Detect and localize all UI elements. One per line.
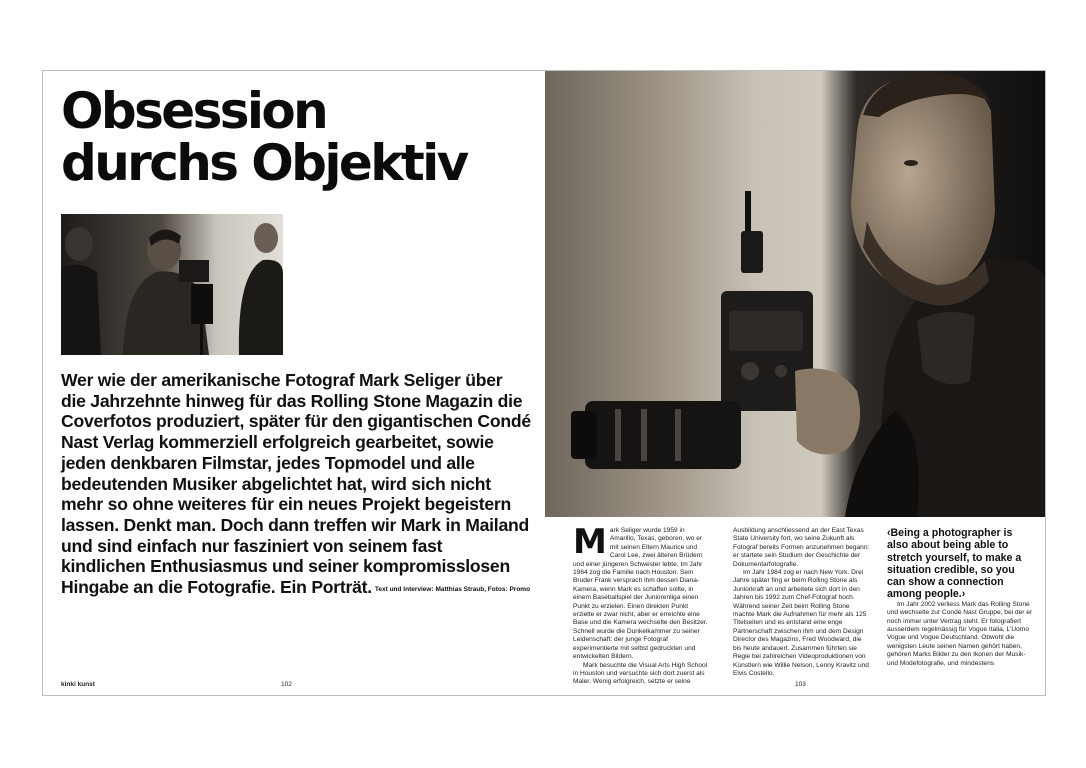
intro-text: Wer wie der amerikanische Fotograf Mark Seliger über die Jahrzehnte hinweg für das Rolling Stone Magazin die Coverfotos produziert, später für den gigantischen Condé Nast Verlag kommerziell erfolgreich gearbeitet, sowie jeden denkbaren Filmstar, jedes Topmodel und alle bedeutenden Musiker abgelichtet hat, wird sich nicht mehr so ohne weiteres für ein neues Projekt begeistern lassen. Denkt man. Doch dann treffen wir Mark in Mailand und sind einfach nur fasziniert von seinem fast kindlichen Enthusiasmus und seiner kompromisslosen Hingabe an die Fotografie. Ein Porträt. [61, 370, 531, 598]
drop-cap: M [573, 522, 607, 562]
portrait-photo-image [545, 71, 1046, 517]
magazine-name: kinki kunst [61, 681, 95, 688]
article-paragraph: Mark besuchte die Visual Arts High School in Houston und versuchte sich dort zuerst als Maler. Wenig erfolgreich, setzte er seine [573, 661, 708, 686]
article-column-1 [573, 522, 711, 687]
article-paragraph: Im Jahr 1984 zog er nach New York. Drei Jahre später fing er beim Rolling Stone als Juniorkraft an und arbeitete sich dort in den Jahren bis 1992 zum Chef-Fotograf hoch. Während seiner Zeit beim Rolling Stone machte Mark die Aufnahmen für mehr als 125 Titelseiten und es entstand eine enge Partnerschaft zwischen ihm und dem Design Director des Magazins, Fred Woodward, die bis heute andauert. Zusammen führten sie Regie bei zahlreichen Videoproduktionen von Künstlern wie Willie Nelson, Lenny Kravitz und Elvis Costello. [733, 569, 869, 677]
article-column-2 [733, 527, 871, 678]
pull-quote: ‹Being a photographer is also about being able to stretch yourself, to make a situation credible, so you can show a connection among people.› [887, 527, 1022, 601]
page-number-left: 102 [281, 681, 292, 688]
page-title [61, 82, 467, 192]
article-paragraph [573, 522, 711, 662]
studio-photo-image [61, 214, 283, 355]
page-number-right: 103 [795, 681, 806, 688]
title-line-2: durchs Objektiv [61, 134, 467, 192]
portrait-photo [545, 71, 1046, 517]
intro-paragraph [61, 370, 531, 601]
article-text: ark Seliger wurde 1959 in Amarillo, Texas, geboren, wo er mit seinen Eltern Maurice und Carol Lee, zwei älteren Brüdern und einer jüngeren Schwester lebte. Im Jahr 1964 zog die Familie nach Houston. Sein Bruder Frank versprach ihm dessen Diana-Kamera, wenn Mark es schaffen sollte, in einem Baseballspiel der Juniorenliga einen Punkt zu erzielen. Einen direkten Punkt erzielte er zwar nicht, aber er erreichte eine Base und die Kamera wechselte den Besitzer. Schnell wurde die Dunkelkammer zu seiner Leidenschaft: der junge Fotograf experimentierte mit selbst gedruckten und entwickelten Bildern. [573, 527, 708, 661]
article-paragraph: Im Jahr 2002 verliess Mark das Rolling Stone und wechselte zur Condé Nast Gruppe, bei der er noch immer unter Vertrag steht. Er fotografiert ausserdem regelmässig für Vogue Italia, L'Uomo Vogue und Vogue Deutschland. Obwohl die wenigsten Leute seinen Namen gehört haben, gehören Marks Bilder zu den Ikonen der Musik- und Modefotografie, und mindestens [887, 600, 1033, 667]
article-paragraph: Ausbildung anschliessend an der East Texas State University fort, wo seine Zukunft als Fotograf bereits Formen anzunehmen begann: er startete sein Studium der Geschichte der Dokumentarfotografie. [733, 527, 870, 568]
magazine-spread [42, 70, 1046, 696]
article-column-3 [887, 527, 1035, 668]
photo-credit: Text und Interview: Matthias Straub, Fotos: Promo [374, 586, 531, 594]
studio-photo [61, 214, 283, 355]
title-line-1: Obsession [61, 82, 327, 140]
